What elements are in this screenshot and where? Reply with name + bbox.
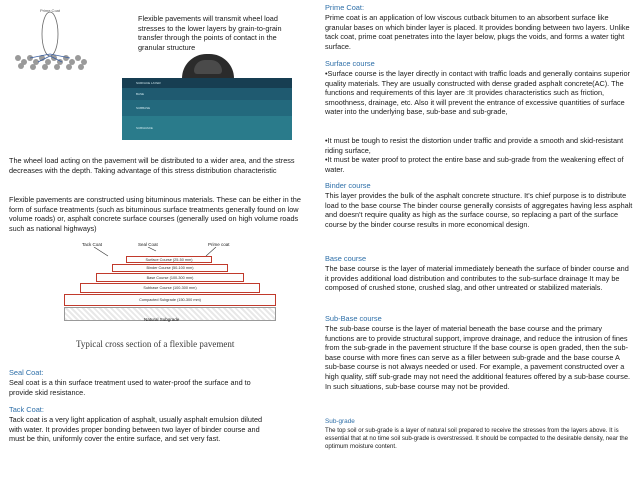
- base-course-body: The base course is the layer of material immediately beneath the surface of binder course and it provides additional load distribution and contributes to the sub-surface drainage It may be composed of crushed stone, crushed slag, and other untreated or stabilized materials.: [325, 264, 629, 293]
- pavement-layers-figure: [122, 78, 292, 140]
- wheel-load-paragraph: The wheel load acting on the pavement will be distributed to a wider area, and the stress decreases with the depth. Taking advantage of this stress distribution characteristic: [9, 156, 295, 175]
- subbase-course-heading: Sub-Base course: [325, 314, 382, 323]
- tack-coat-heading: Tack Coat:: [9, 405, 44, 414]
- subgrade-heading: Sub-grade: [325, 418, 355, 425]
- cs-compacted-subgrade: Compacted Subgrade (150-300 mm): [64, 294, 276, 306]
- surface-course-bullet-2: •It must be tough to resist the distortion under traffic and provide a smooth and skid-resistant riding surface,: [325, 136, 624, 155]
- cross-section-caption: Typical cross section of a flexible pavement: [76, 339, 235, 349]
- cs-label-tack-coat: Tack Coat: [82, 242, 103, 247]
- subgrade-body: The top soil or sub-grade is a layer of natural soil prepared to receive the stresses from the layers above. It is essential that at no time soil sub-grade is overstressed. It should be compacted to the desirable density, near the optimum moisture content.: [325, 427, 629, 451]
- surface-course-bullet-1: •Surface course is the layer directly in contact with traffic loads and generally contains superior quality materials. They are usually constructed with dense graded asphalt concrete(AC). The functions and requirements of this layer are :It provides characteristics such as friction, smoothness, drainage, etc. Also it will prevent the entrance of excessive quantities of surface water into the underlying base, sub-base and sub-grade,: [325, 69, 630, 117]
- cs-subbase-course: Subbase Course (100-300 mm): [80, 283, 260, 293]
- cs-label-prime-coat: Prime coat: [208, 242, 230, 247]
- prime-coat-body: Prime coat is an application of low viscous cutback bitumen to an absorbent surface like granular bases on which binder layer is placed. It provides bonding between two layers. Unlike tack coat, prime coat penetrates into the layer below, plugs the voids, and forms a water tight surface.: [325, 13, 630, 51]
- layer-base: BASE: [122, 88, 292, 100]
- layer-surface: SURFACE LAYER: [122, 78, 292, 88]
- layer-subbase: SUBBASE: [122, 100, 292, 116]
- cs-label-seal-coat: Seal Coat: [138, 242, 158, 247]
- cs-base-course: Base Course (100-300 mm): [96, 273, 244, 282]
- layer-subgrade: SUBGRADE: [122, 116, 292, 140]
- seal-coat-body: Seal coat is a thin surface treatment used to water-proof the surface and to provide skid resistance.: [9, 378, 251, 397]
- cs-binder-course: Binder Course (50-100 mm): [112, 264, 228, 272]
- figure-caption: Flexible pavements will transmit wheel load stresses to the lower layers by grain-to-grain transfer through the points of contact in the granular structure: [138, 14, 282, 52]
- surface-course-bullet-3: •It must be water proof to protect the entire base and sub-grade from the weakening effect of water.: [325, 155, 624, 174]
- flexible-pavement-paragraph: Flexible pavements are constructed using bituminous materials. These can be either in the form of surface treatments (such as bituminous surface treatments generally found on low volume roads) or, asphalt concrete surface courses (generally used on high volume roads such as national highways): [9, 195, 301, 233]
- subbase-course-body: The sub-base course is the layer of material beneath the base course and the primary functions are to provide structural support, improve drainage, and reduce the intrusion of fines from the sub-grade in the pavement structure If the base course is open graded, then the sub-base course with more fines can serve as a filler between sub-grade and the base course A sub-base course is not always needed or used. For example, a pavement constructed over a high quality, stiff sub-grade may not need the additional features offered by a sub-base course. In such situations, sub-base course may not be provided.: [325, 324, 631, 391]
- base-course-heading: Base course: [325, 254, 367, 263]
- cs-surface-course: Surface Course (25-50 mm): [126, 256, 212, 263]
- wheel-load-figure: [10, 10, 118, 72]
- surface-course-heading: Surface course: [325, 59, 375, 68]
- seal-coat-heading: Seal Coat:: [9, 368, 44, 377]
- binder-course-body: This layer provides the bulk of the asphalt concrete structure. It's chief purpose is to distribute load to the base course The binder course generally consists of aggregates having less asphalt and doesn't require quality as high as the surface course, so replacing a part of the surface course by the binder course results in more economical design.: [325, 191, 633, 229]
- prime-coat-heading: Prime Coat:: [325, 3, 365, 12]
- tack-coat-body: Tack coat is a very light application of asphalt, usually asphalt emulsion diluted with water. It provides proper bonding between two layer of binder course and must be thin, uniformly cover the entire surface, and set very fast.: [9, 415, 263, 444]
- binder-course-heading: Binder course: [325, 181, 371, 190]
- tire-label: Prime Coat: [40, 8, 61, 13]
- wheel-soil-illustration: [10, 10, 118, 72]
- cs-natural-subgrade-label: Natural Subgrade: [144, 317, 180, 322]
- cross-section-figure: [38, 242, 278, 346]
